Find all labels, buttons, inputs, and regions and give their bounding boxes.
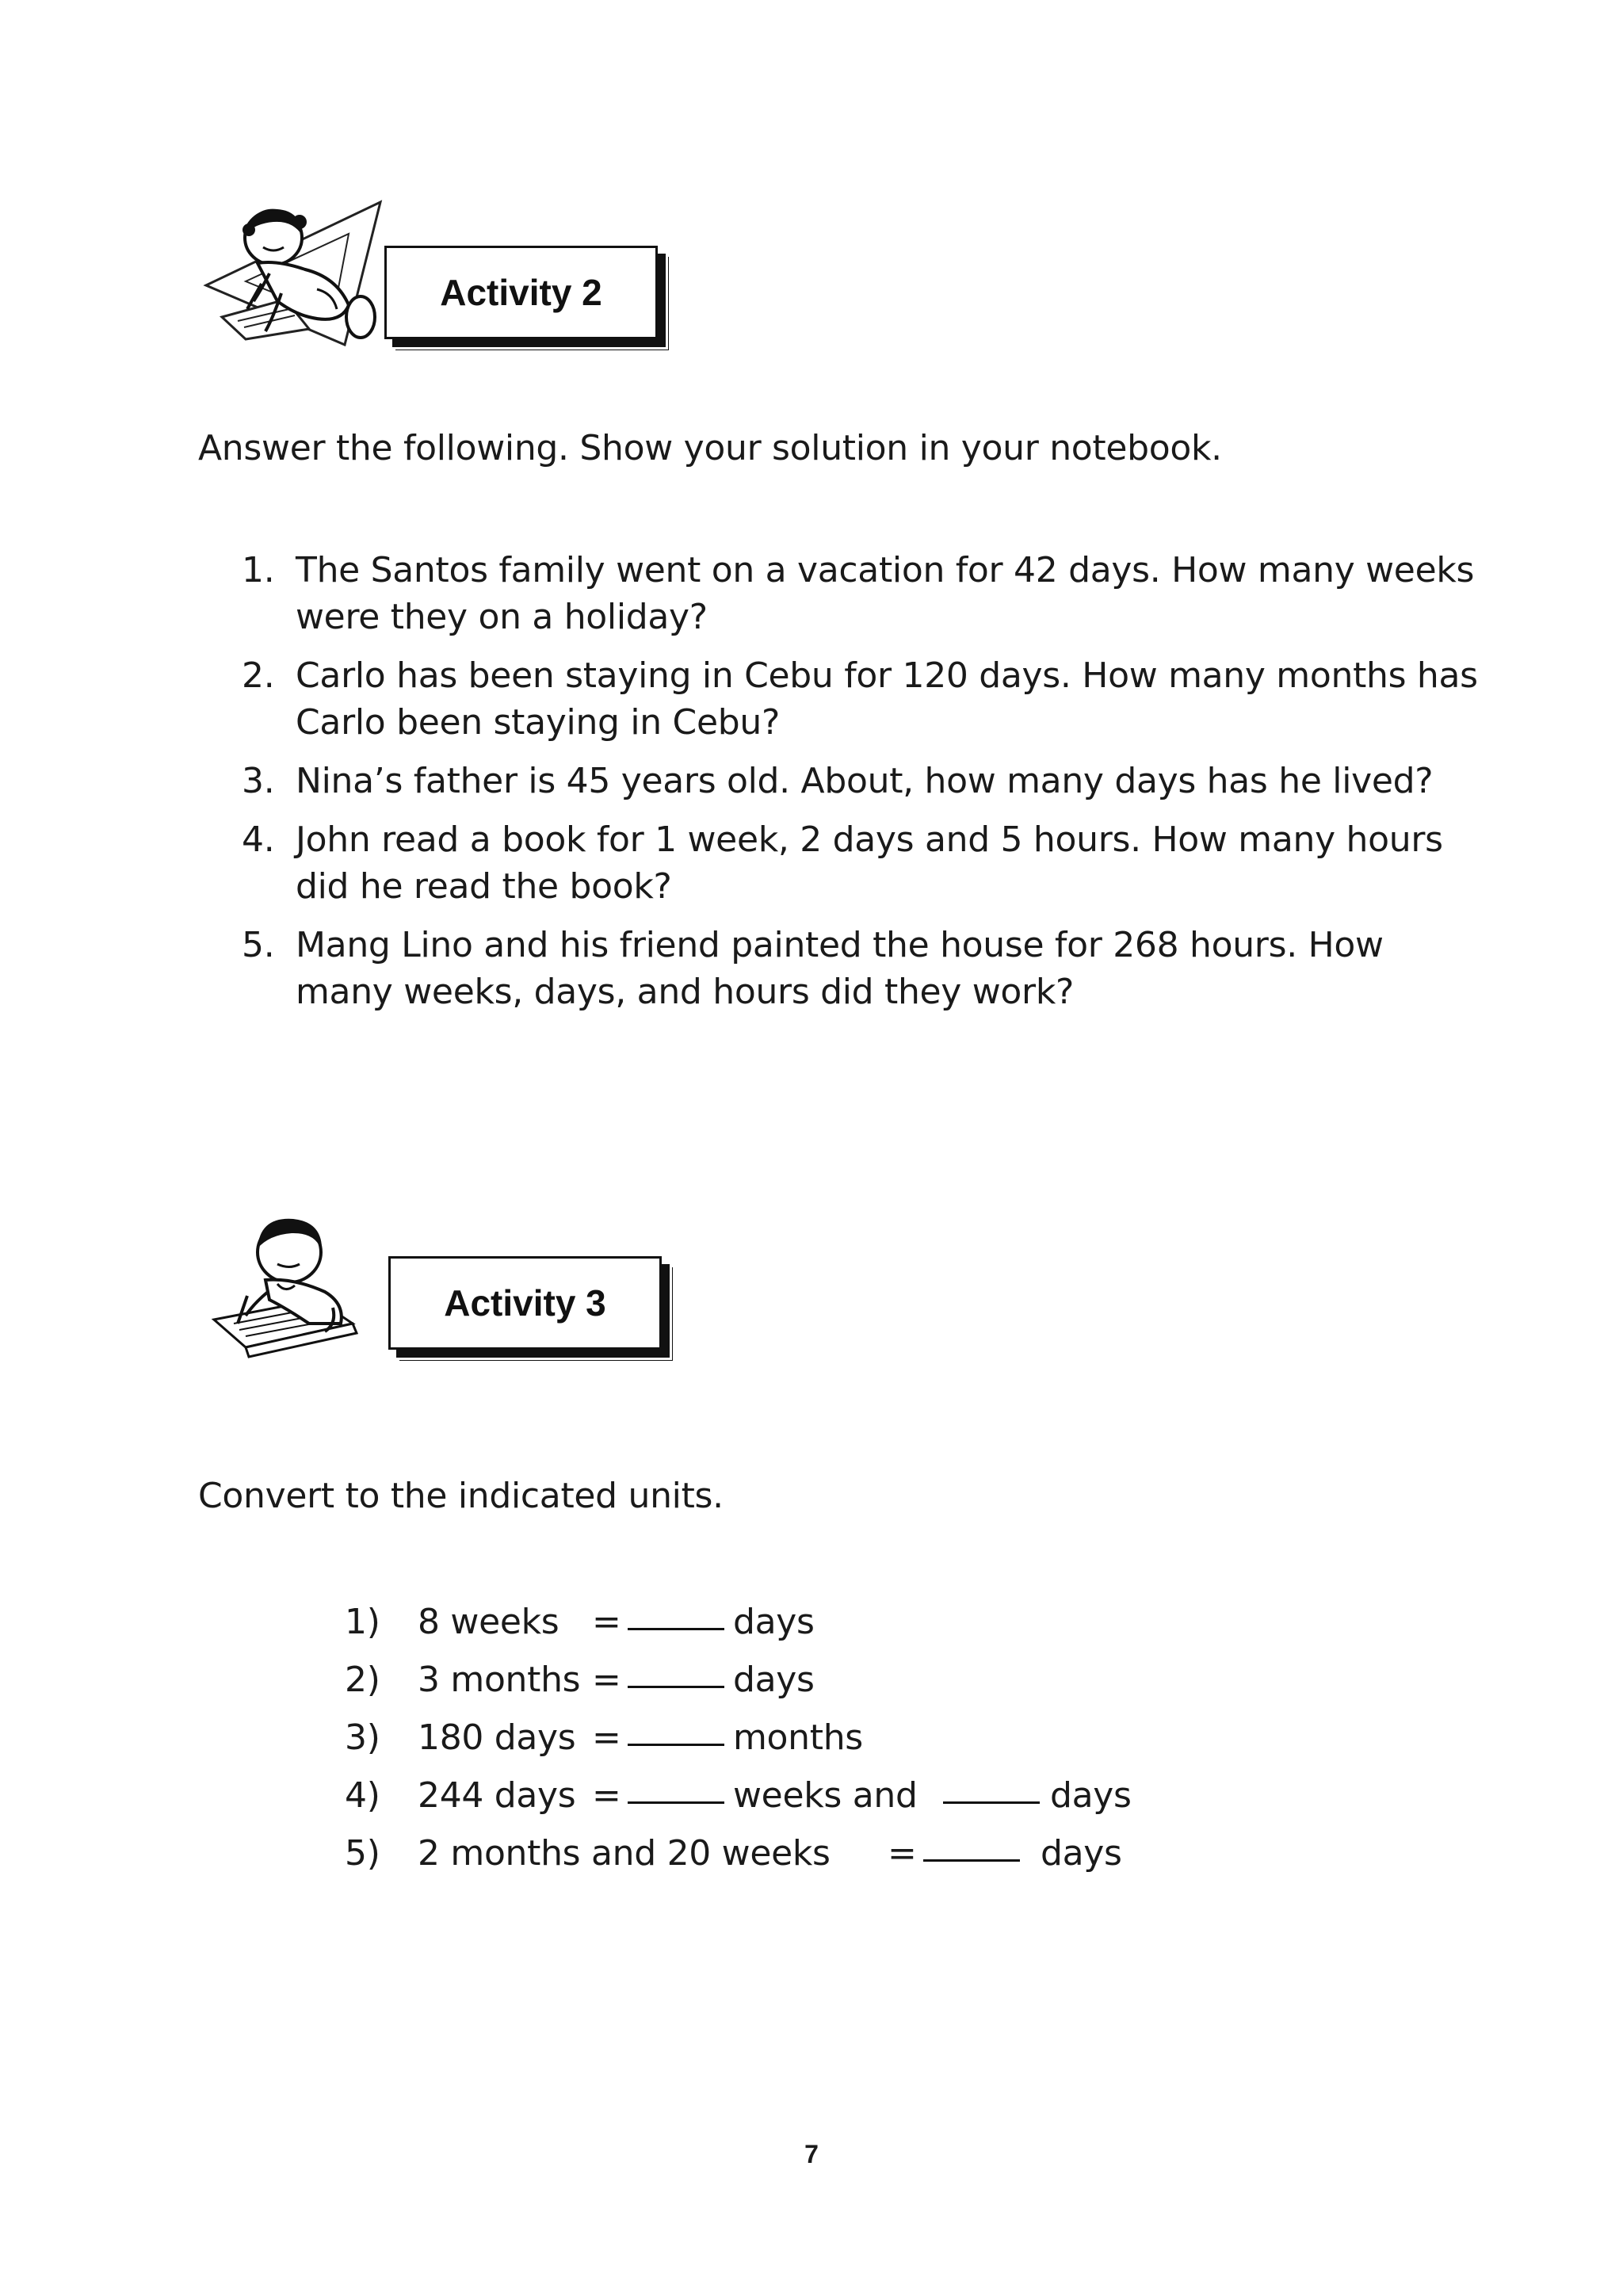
activity-2-question-list — [242, 547, 1478, 1027]
item-quantity: 2 months and 20 weeks — [418, 1833, 831, 1874]
item-number: 1) — [345, 1602, 380, 1642]
question-text: Carlo has been staying in Cebu for 120 days. How many months has Carlo been staying in Cebu? — [296, 655, 1478, 743]
equals-sign: = — [592, 1775, 621, 1816]
item-unit: weeks and — [733, 1775, 918, 1816]
answer-blank[interactable] — [943, 1769, 1040, 1804]
item-unit: days — [1041, 1833, 1122, 1874]
equals-sign: = — [592, 1717, 621, 1758]
item-quantity: 244 days — [418, 1775, 576, 1816]
answer-blank[interactable] — [923, 1827, 1020, 1862]
girl-drawing-illustration — [198, 198, 396, 349]
answer-blank[interactable] — [628, 1653, 724, 1688]
question-text: The Santos family went on a vacation for 42 days. How many weeks were they on a holiday? — [296, 550, 1475, 637]
answer-blank[interactable] — [628, 1769, 724, 1804]
answer-blank[interactable] — [628, 1595, 724, 1630]
list-item — [242, 922, 1478, 1015]
answer-blank[interactable] — [628, 1711, 724, 1746]
item-unit: days — [733, 1660, 815, 1700]
item-number: 4) — [345, 1775, 380, 1816]
question-text: John read a book for 1 week, 2 days and 5 hours. How many hours did he read the book? — [296, 819, 1443, 907]
question-number: 1. — [242, 550, 275, 590]
question-number: 5. — [242, 925, 275, 965]
question-text: Nina’s father is 45 years old. About, how many days has he lived? — [296, 761, 1434, 801]
list-item — [242, 816, 1478, 910]
equals-sign: = — [592, 1602, 621, 1642]
item-unit: days — [733, 1602, 815, 1642]
boy-writing-illustration — [198, 1205, 396, 1363]
question-number: 4. — [242, 819, 275, 860]
activity-3-title: Activity 3 — [388, 1256, 662, 1350]
item-number: 5) — [345, 1833, 380, 1874]
question-text: Mang Lino and his friend painted the house for 268 hours. How many weeks, days, and hours did they work? — [296, 925, 1384, 1012]
item-quantity: 3 months — [418, 1660, 581, 1700]
activity-3-instruction: Convert to the indicated units. — [198, 1476, 724, 1516]
question-number: 3. — [242, 761, 275, 801]
item-unit: months — [733, 1717, 863, 1758]
list-item — [242, 652, 1478, 746]
activity-2-instruction: Answer the following. Show your solution in your notebook. — [198, 428, 1222, 468]
item-number: 2) — [345, 1660, 380, 1700]
item-number: 3) — [345, 1717, 380, 1758]
list-item — [242, 547, 1478, 640]
activity-3-header — [198, 1205, 689, 1347]
activity-2-title: Activity 2 — [384, 246, 658, 339]
item-quantity: 8 weeks — [418, 1602, 559, 1642]
question-number: 2. — [242, 655, 275, 696]
equals-sign: = — [888, 1833, 917, 1874]
item-unit-secondary: days — [1050, 1775, 1132, 1816]
item-quantity: 180 days — [418, 1717, 576, 1758]
page-number: 7 — [804, 2140, 819, 2168]
equals-sign: = — [592, 1660, 621, 1700]
list-item — [242, 758, 1478, 804]
activity-2-header — [198, 198, 689, 341]
